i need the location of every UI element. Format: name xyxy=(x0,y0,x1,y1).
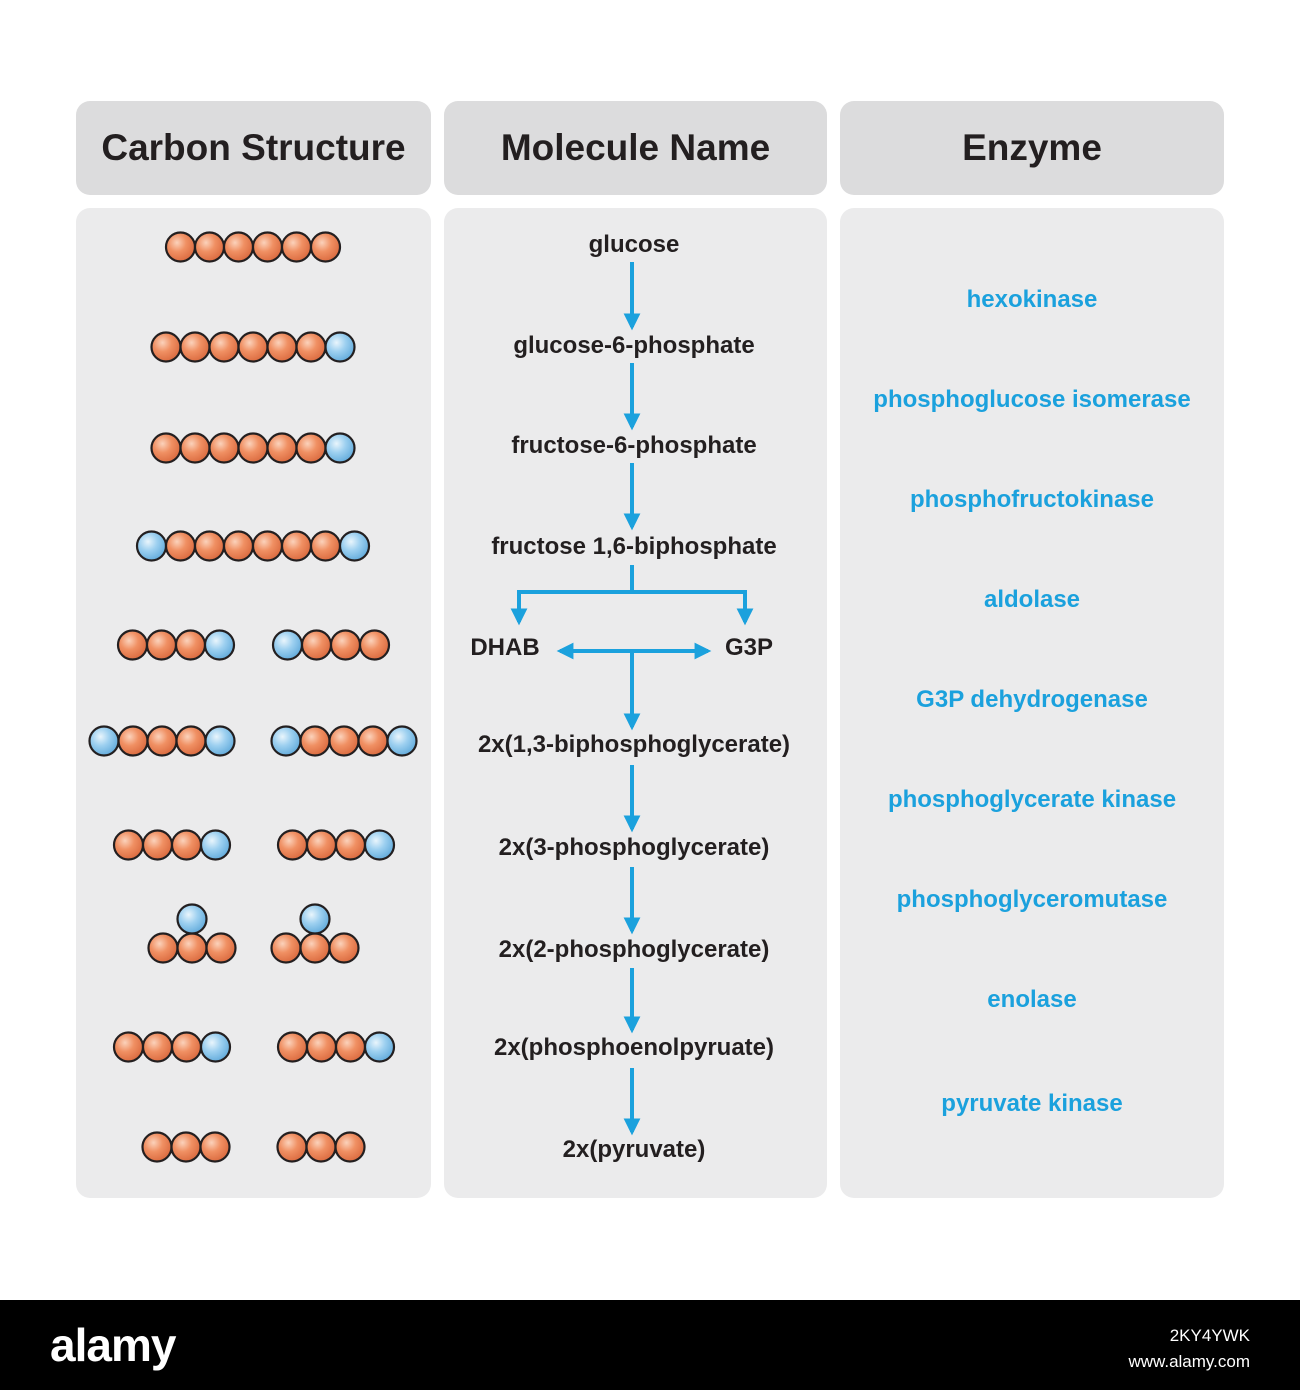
molecule-3-phosphoglycerate: 2x(3-phosphoglycerate) xyxy=(498,834,770,861)
carbon-bead xyxy=(143,1033,172,1062)
carbon-bead xyxy=(147,631,176,660)
phosphate-bead xyxy=(272,727,301,756)
carbon-bead xyxy=(143,831,172,860)
carbon-bead xyxy=(278,831,307,860)
molecule-glucose: glucose xyxy=(588,231,680,258)
carbon-bead xyxy=(172,1133,201,1162)
carbon-bead xyxy=(239,333,268,362)
enzyme-aldolase: aldolase xyxy=(983,586,1081,613)
carbon-bead xyxy=(210,333,239,362)
header-molecule-name-label: Molecule Name xyxy=(500,127,771,168)
phosphate-bead xyxy=(388,727,417,756)
molecule-pyruvate: 2x(pyruvate) xyxy=(562,1136,706,1163)
carbon-bead xyxy=(359,727,388,756)
carbon-bead xyxy=(307,1133,336,1162)
carbon-bead xyxy=(172,1033,201,1062)
phosphate-bead xyxy=(365,1033,394,1062)
molecule-glucose-6-phosphate: glucose-6-phosphate xyxy=(513,332,755,359)
carbon-bead xyxy=(360,631,389,660)
carbon-bead xyxy=(282,233,311,262)
carbon-bead xyxy=(178,934,207,963)
carbon-bead xyxy=(297,434,326,463)
carbon-bead xyxy=(114,1033,143,1062)
carbon-bead xyxy=(330,934,359,963)
header-enzyme-label: Enzyme xyxy=(962,127,1102,168)
carbon-bead xyxy=(336,1133,365,1162)
carbon-bead xyxy=(302,631,331,660)
arrow-f16bp-split xyxy=(519,565,632,622)
arrows xyxy=(519,262,745,1132)
carbon-bead xyxy=(201,1133,230,1162)
carbon-bead xyxy=(176,631,205,660)
molecule-2-phosphoglycerate: 2x(2-phosphoglycerate) xyxy=(498,936,770,963)
carbon-bead xyxy=(331,631,360,660)
carbon-bead xyxy=(224,532,253,561)
enzyme-g3p-dehydrogenase: G3P dehydrogenase xyxy=(916,686,1148,713)
phosphate-bead xyxy=(201,1033,230,1062)
carbon-bead xyxy=(210,434,239,463)
carbon-bead xyxy=(311,532,340,561)
carbon-bead xyxy=(195,532,224,561)
carbon-bead xyxy=(311,233,340,262)
molecule-fructose-6-phosphate: fructose-6-phosphate xyxy=(511,432,757,459)
carbon-bead xyxy=(297,333,326,362)
phosphate-bead xyxy=(326,434,355,463)
footer-logo: alamy xyxy=(50,1319,176,1371)
carbon-bead xyxy=(143,1133,172,1162)
arrow-f16bp-split-right xyxy=(632,592,745,622)
phosphate-bead xyxy=(326,333,355,362)
footer-site: www.alamy.com xyxy=(1128,1352,1250,1371)
carbon-bead xyxy=(118,631,147,660)
carbon-bead xyxy=(181,333,210,362)
carbon-bead xyxy=(301,727,330,756)
enzyme-pyruvate-kinase: pyruvate kinase xyxy=(941,1090,1123,1117)
footer-image-id-code: 2KY4YWK xyxy=(1169,1326,1250,1345)
carbon-bead xyxy=(307,1033,336,1062)
carbon-bead xyxy=(148,727,177,756)
footer-bar xyxy=(0,1300,1300,1390)
enzyme-phosphofructokinase: phosphofructokinase xyxy=(909,486,1155,513)
footer-image-id xyxy=(1128,1323,1250,1375)
enzyme-enolase: enolase xyxy=(987,986,1077,1013)
carbon-bead xyxy=(239,434,268,463)
carbon-bead xyxy=(278,1033,307,1062)
phosphate-bead xyxy=(365,831,394,860)
carbon-bead xyxy=(207,934,236,963)
carbon-bead xyxy=(114,831,143,860)
carbon-structures xyxy=(90,233,417,1162)
carbon-bead xyxy=(307,831,336,860)
phosphate-bead xyxy=(137,532,166,561)
molecule-g3p: G3P xyxy=(724,634,774,661)
carbon-bead xyxy=(152,333,181,362)
carbon-bead xyxy=(282,532,311,561)
carbon-bead xyxy=(278,1133,307,1162)
header-carbon-structure-label: Carbon Structure xyxy=(101,127,406,168)
carbon-bead xyxy=(336,831,365,860)
molecule-phosphoenolpyruvate: 2x(phosphoenolpyruate) xyxy=(493,1034,775,1061)
carbon-bead xyxy=(253,532,282,561)
carbon-bead xyxy=(268,333,297,362)
carbon-bead xyxy=(268,434,297,463)
carbon-bead xyxy=(195,233,224,262)
carbon-bead xyxy=(166,233,195,262)
molecule-1-3-biphosphoglycerate: 2x(1,3-biphosphoglycerate) xyxy=(477,731,791,758)
enzyme-phosphoglucose-isomerase: phosphoglucose isomerase xyxy=(873,386,1191,413)
carbon-bead xyxy=(172,831,201,860)
carbon-bead xyxy=(224,233,253,262)
carbon-bead xyxy=(149,934,178,963)
phosphate-bead xyxy=(90,727,119,756)
phosphate-bead xyxy=(178,905,207,934)
phosphate-bead xyxy=(206,727,235,756)
carbon-bead xyxy=(166,532,195,561)
phosphate-bead xyxy=(340,532,369,561)
carbon-bead xyxy=(272,934,301,963)
phosphate-bead xyxy=(301,905,330,934)
carbon-bead xyxy=(152,434,181,463)
carbon-bead xyxy=(330,727,359,756)
molecule-fructose-1-6-biphosphate: fructose 1,6-biphosphate xyxy=(491,533,777,560)
molecule-dhab: DHAB xyxy=(470,634,540,661)
enzyme-hexokinase: hexokinase xyxy=(966,286,1098,313)
carbon-bead xyxy=(177,727,206,756)
carbon-bead xyxy=(301,934,330,963)
carbon-bead xyxy=(336,1033,365,1062)
carbon-bead xyxy=(119,727,148,756)
phosphate-bead xyxy=(201,831,230,860)
phosphate-bead xyxy=(273,631,302,660)
phosphate-bead xyxy=(205,631,234,660)
carbon-bead xyxy=(181,434,210,463)
enzyme-phosphoglycerate-kinase: phosphoglycerate kinase xyxy=(887,786,1177,813)
carbon-bead xyxy=(253,233,282,262)
enzyme-phosphoglyceromutase: phosphoglyceromutase xyxy=(896,886,1168,913)
